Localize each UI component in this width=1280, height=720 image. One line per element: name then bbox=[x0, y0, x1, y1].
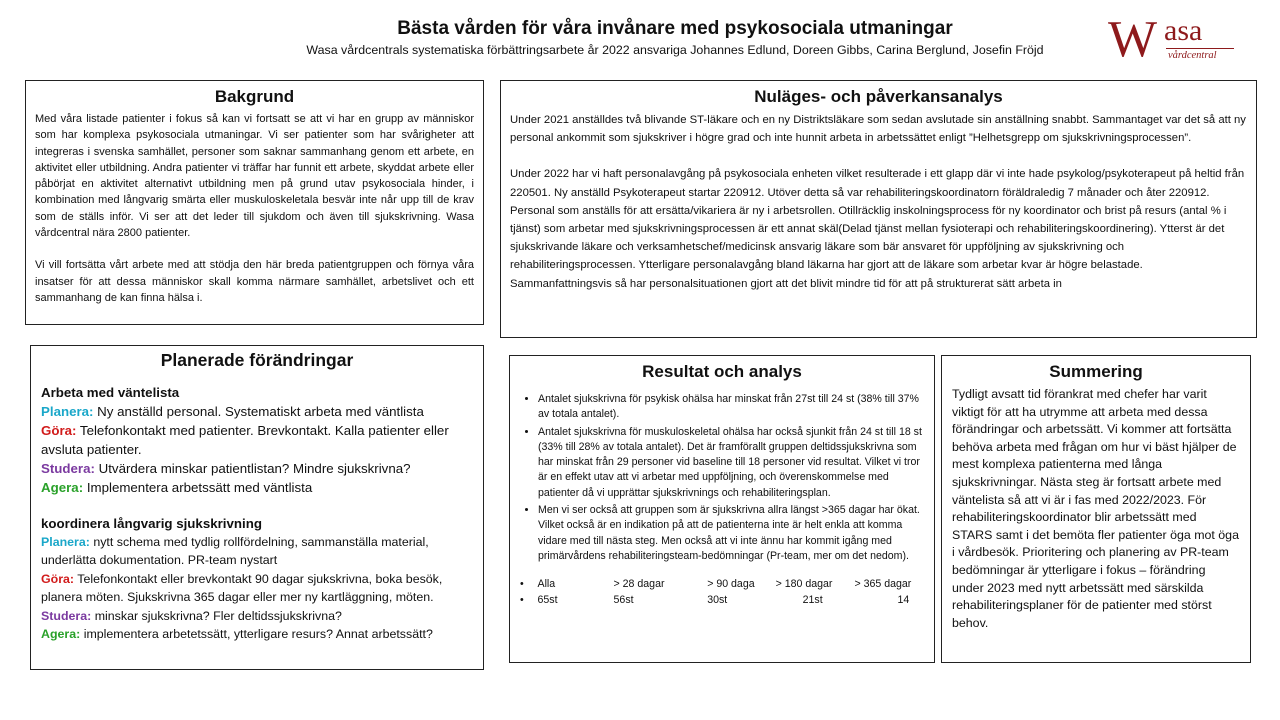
poster-subtitle: Wasa vårdcentrals systematiska förbättringsarbete år 2022 ansvariga Johannes Edlund, Doreen Gibbs, Carina Berglund, Josefin Fröjd bbox=[306, 43, 1044, 57]
table-header-cell: Alla bbox=[537, 578, 556, 591]
agera-text: Implementera arbetssätt med väntlista bbox=[83, 480, 313, 495]
bakgrund-section bbox=[25, 80, 484, 325]
pdsa-gora-row bbox=[41, 570, 473, 607]
logo-rule bbox=[1166, 48, 1234, 49]
bakgrund-title: Bakgrund bbox=[214, 87, 295, 106]
studera-text: minskar sjukskrivna? Fler deltidssjukskrivna? bbox=[91, 608, 342, 623]
pdsa-studera-row bbox=[41, 459, 473, 478]
summering-title: Summering bbox=[1049, 362, 1143, 381]
table-row bbox=[520, 576, 924, 592]
planera-label: Planera: bbox=[41, 404, 94, 419]
pdsa-planera-row bbox=[41, 533, 473, 570]
pdsa-agera-row bbox=[41, 625, 473, 643]
bullet-marker: • bbox=[520, 578, 524, 591]
list-item: • Antalet sjukskrivna för muskuloskeletal ohälsa har också sjunkit från 24 st till 18 st (33% till 28% av totala antalet). Det är framförallt gruppen deltidssjukskrivna som har minskat från 29 personer vid baseline till 18 personer vid resultat. Vilket vi tror är en effekt utav att vi arbetar med uppföljning, och överenskommelse med patienter då vi upprättar sjukskrivnings och rehabiliteringsplan. bbox=[538, 425, 924, 501]
table-header-cell: > 90 daga bbox=[707, 578, 755, 591]
table-header-cell: > 365 dagar bbox=[854, 578, 912, 591]
planera-text: nytt schema med tydlig rollfördelning, sammanställa material, underlätta dokumentation. PR-team nystart bbox=[41, 535, 429, 568]
gora-label: Göra: bbox=[41, 423, 77, 438]
agera-label: Agera: bbox=[41, 627, 81, 642]
planerade-section bbox=[30, 345, 484, 670]
studera-label: Studera: bbox=[41, 461, 95, 476]
bakgrund-paragraph-1: Med våra listade patienter i fokus så kan vi fortsatt se att vi har en grupp av människor som har komplexa psykosociala utmaningar. Vi ser patienter som har svårigheter att integreras i svenska samhället, personer som saknar sammanhang genom ett arbete, en aktivitet eller utbildning. Andra patienter vi träffar har funnit ett arbete, skyddat arbete eller påbörjat en aktivitet alternativt utbildning men på grund utav psykosociala hinder, i kombination med långvarig smärta eller muskuloskeletala besvär inte når upp till de krav som de ställs inför. Vi ser att det leder till sjukdom och även till sjukskrivning. Wasa vårdcentral nära 2800 patienter. bbox=[35, 113, 474, 240]
wasa-logo bbox=[1108, 10, 1238, 70]
table-cell: 21st bbox=[802, 594, 823, 607]
resultat-section bbox=[509, 355, 935, 663]
bullet-marker: • bbox=[520, 594, 524, 607]
planera-text: Ny anställd personal. Systematiskt arbeta med väntlista bbox=[93, 404, 424, 419]
nulage-paragraph-2: Under 2022 har vi haft personalavgång på psykosociala enheten vilket resulterade i ett glapp där vi inte hade psykolog/psykoterapeut på heltid från 220501. Ny anställd Psykoterapeut startar 220912. Utöver detta så var rehabiliteringskoordinatorn föräldraledig 7 månader och åter 220912. Personal som anställs för att ersätta/vikariera är ny i arbetsrollen. Otillräcklig inskolningsprocess för ny koordinator och brist på resurs (antal % i tjänst) som arbetar med sjukskrivningsprocessen är ett annat skäl(Delad tjänst mellan fysioterapi och rehabiliteringskoordinering). Ytterst är det sjukskrivande läkare och verksamhetschef/medicinsk ansvarig läkare som bär ansvaret för uppföljning av sjukskrivning och rehabiliteringsprocessen. Ytterligare personalavgång bland läkarna har gjort att de läkare som arbetar kvar är högre belastade. Sammanfattningsvis så har personalsituationen gjort att det blivit mindre tid för att på strukturerat sätt arbeta in bbox=[510, 168, 1245, 290]
pdsa-agera-row bbox=[41, 478, 473, 497]
sick-leave-table bbox=[520, 576, 924, 608]
agera-label: Agera: bbox=[41, 480, 84, 495]
logo-tagline: vårdcentral bbox=[1168, 50, 1217, 61]
nulage-section bbox=[500, 80, 1257, 338]
nulage-paragraph-1: Under 2021 anställdes två blivande ST-läkare och en ny Distriktsläkare som sedan avslutade sin anställning snabbt. Sammantaget var det så att ny personal ankommit som sjukskriver i högre grad och inte hunnit arbeta in arbetssättet enligt ”Helhetsgrepp om sjukskrivningsprocessen”. bbox=[510, 114, 1246, 145]
pdsa-planera-row bbox=[41, 402, 473, 421]
section-heading-vantelista: Arbeta med väntelista bbox=[41, 385, 180, 400]
agera-text: implementera arbetetssätt, ytterligare resurs? Annat arbetssätt? bbox=[80, 627, 433, 642]
summering-text: Tydligt avsatt tid förankrat med chefer har varit viktigt för att ha utrymme att arbeta med dessa förändringar och arbetssätt. Vi kommer att fortsätta behöva arbeta med frågan om hur vi bäst hjälper de mest komplexa patienterna med långa sjukskrivningar. Nästa steg är fortsatt arbete med väntelista så att vi är i fas med 2022/2023. För rehabiliteringskoordinator blir arbetssätt med STARS samt i det bemöta fler patienter öga mot öga i vårdbesök. Prioritering och planering av PR-team bedömningar är ytterligare i fokus – förändring under 2023 med nytt arbetssätt med särskilda rehabiliteringsplaner för de patienter med störst behov. bbox=[952, 387, 1239, 630]
logo-text-asa: asa bbox=[1164, 14, 1203, 47]
pdsa-studera-row bbox=[41, 607, 473, 625]
list-item: • Antalet sjukskrivna för psykisk ohälsa har minskat från 27st till 24 st (38% till 37% av totala antalet). bbox=[538, 392, 924, 423]
gora-label: Göra: bbox=[41, 571, 75, 586]
list-item: • Men vi ser också att gruppen som är sjukskrivna allra längst >365 dagar har ökat. Vilket också är en indikation på att de patienterna inte är helt enkla att komma vidare med till nästa steg. Men också att vi inte ännu har kommit igång med primärvårdens rehabiliteringsteam-bedömningar (Pr-team, mer om det nedom). bbox=[538, 503, 924, 564]
resultat-title: Resultat och analys bbox=[642, 362, 802, 381]
section-heading-sjukskrivning: koordinera långvarig sjukskrivning bbox=[41, 516, 262, 531]
gora-text: Telefonkontakt eller brevkontakt 90 dagar sjukskrivna, boka besök, planera möten. Sjukskrivna 365 dagar eller mer ny kartläggning, möten. bbox=[41, 571, 443, 605]
table-header-cell: > 180 dagar bbox=[775, 578, 833, 591]
table-header-cell: > 28 dagar bbox=[613, 578, 665, 591]
table-cell: 30st bbox=[707, 594, 728, 607]
summering-section bbox=[941, 355, 1251, 663]
gora-text: Telefonkontakt med patienter. Brevkontakt. Kalla patienter eller avsluta patienter. bbox=[41, 423, 449, 457]
planerade-title: Planerade förändringar bbox=[160, 350, 354, 370]
bakgrund-paragraph-2: Vi vill fortsätta vårt arbete med att stödja den här breda patientgruppen och förnya våra insatser för att dessa människor skall komma närmare samhället, arbetslivet och ett sammanhang de kan finna hälsa i. bbox=[35, 259, 474, 304]
studera-label: Studera: bbox=[41, 608, 92, 623]
resultat-bullet-list bbox=[520, 392, 924, 564]
studera-text: Utvärdera minskar patientlistan? Mindre sjukskrivna? bbox=[94, 461, 411, 476]
table-row bbox=[520, 592, 924, 608]
planera-label: Planera: bbox=[41, 535, 90, 549]
pdsa-gora-row bbox=[41, 421, 473, 459]
logo-letter-w: W bbox=[1108, 11, 1158, 68]
table-cell: 56st bbox=[613, 594, 634, 607]
table-cell: 65st bbox=[537, 594, 558, 607]
nulage-title: Nuläges- och påverkansanalys bbox=[754, 87, 1003, 106]
table-cell: 14 bbox=[897, 594, 910, 607]
poster-title: Bästa vården för våra invånare med psykosociala utmaningar bbox=[397, 18, 953, 39]
